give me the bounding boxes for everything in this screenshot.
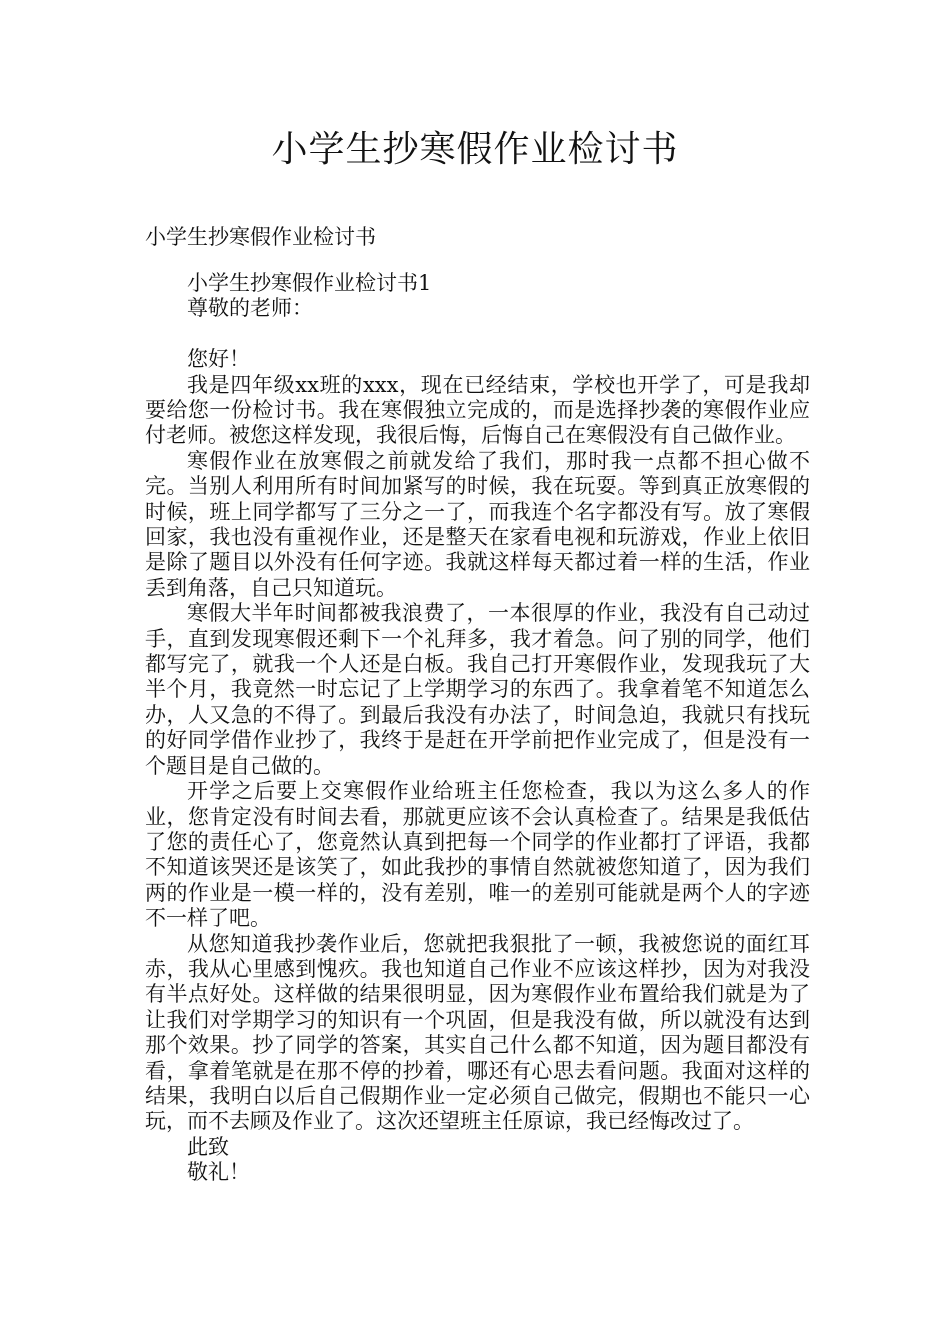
paragraph: 开学之后要上交寒假作业给班主任您检查，我以为这么多人的作业，您肯定没有时间去看，那就更应该不会认真检查了。结果是我低估了您的责任心了，您竟然认真到把每一个同学的作业都打了评语，我都不知道该哭还是该笑了，如此我抄的事情自然就被您知道了，因为我们两的作业是一模一样的，没有差别，唯一的差别可能就是两个人的字迹不一样了吧。	[145, 779, 810, 931]
document-title: 小学生抄寒假作业检讨书	[271, 129, 679, 170]
salutation: 尊敬的老师：	[187, 296, 313, 321]
paragraph: 寒假作业在放寒假之前就发给了我们，那时我一点都不担心做不完。当别人利用所有时间加紧写的时候，我在玩耍。等到真正放寒假的时候，班上同学都写了三分之一了，而我连个名字都没有写。放了寒假回家，我也没有重视作业，还是整天在家看电视和玩游戏，作业上依旧是除了题目以外没有任何字迹。我就这样每天都过着一样的生活，作业丢到角落，自己只知道玩。	[145, 448, 810, 600]
document-subtitle: 小学生抄寒假作业检讨书	[145, 225, 376, 249]
section-heading: 小学生抄寒假作业检讨书1	[187, 271, 432, 295]
document-body	[145, 271, 810, 1186]
blank-line	[145, 322, 810, 347]
closing-line: 敬礼！	[187, 1160, 250, 1185]
paragraph: 从您知道我抄袭作业后，您就把我狠批了一顿，我被您说的面红耳赤，我从心里感到愧疚。我也知道自己作业不应该这样抄，因为对我没有半点好处。这样做的结果很明显，因为寒假作业布置给我们就是为了让我们对学期学习的知识有一个巩固，但是我没有做，所以就没有达到那个效果。抄了同学的答案，其实自己什么都不知道，因为题目都没有看，拿着笔就是在那不停的抄着，哪还有心思去看问题。我面对这样的结果，我明白以后自己假期作业一定必须自己做完，假期也不能只一心玩，而不去顾及作业了。这次还望班主任原谅，我已经悔改过了。	[145, 931, 810, 1134]
paragraph: 我是四年级xx班的xxx，现在已经结束，学校也开学了，可是我却要给您一份检讨书。我在寒假独立完成的，而是选择抄袭的寒假作业应付老师。被您这样发现，我很后悔，后悔自己在寒假没有自己做作业。	[145, 372, 810, 448]
paragraph: 寒假大半年时间都被我浪费了，一本很厚的作业，我没有自己动过手，直到发现寒假还剩下一个礼拜多，我才着急。问了别的同学，他们都写完了，就我一个人还是白板。我自己打开寒假作业，发现我玩了大半个月，我竟然一时忘记了上学期学习的东西了。我拿着笔不知道怎么办，人又急的不得了。到最后我没有办法了，时间急迫，我就只有找玩的好同学借作业抄了，我终于是赶在开学前把作业完成了，但是没有一个题目是自己做的。	[145, 601, 810, 778]
greeting: 您好！	[187, 347, 250, 372]
closing-line: 此致	[187, 1134, 229, 1159]
